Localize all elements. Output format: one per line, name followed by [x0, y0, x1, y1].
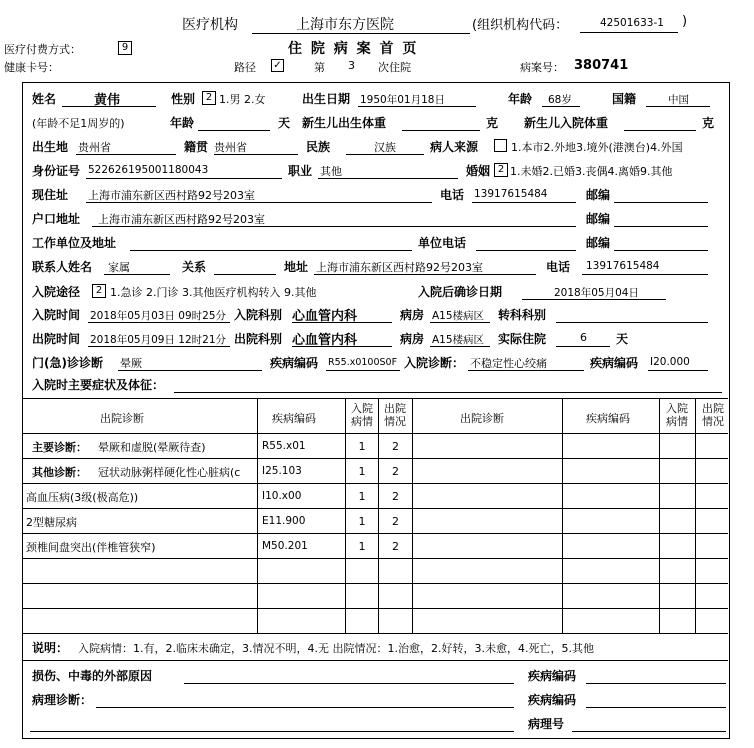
age-underline [542, 106, 580, 107]
infant-age-underline [198, 130, 270, 131]
table-line-2 [22, 483, 728, 484]
org-code-close: ) [682, 14, 688, 29]
work-phone-label: 单位电话 [418, 236, 467, 250]
case-no-label: 病案号： [520, 61, 564, 74]
disease-code-label: 疾病编码 [270, 356, 319, 370]
job-underline [318, 178, 458, 179]
route-box[interactable]: 2 [92, 284, 106, 298]
actual-days-label: 实际住院 [498, 332, 547, 346]
work-phone-underline [476, 250, 576, 251]
discharge-dept-value: 心血管内科 [292, 333, 358, 348]
ward2-value: A15楼病区 [432, 334, 485, 346]
nationality-label: 国籍 [612, 92, 637, 106]
org-label: 医疗机构 [182, 17, 238, 33]
admit-dept-label: 入院科别 [234, 308, 283, 322]
header-code-left: 疾病编码 [272, 412, 316, 425]
table-line-3 [22, 508, 728, 509]
work-label: 工作单位及地址 [32, 236, 117, 250]
admit-diag-label: 入院诊断： [404, 356, 465, 370]
admit-diag-value: 不稳定性心绞痛 [470, 357, 547, 370]
header-discharge-left: 出院情况 [384, 402, 406, 428]
injury-code-underline [586, 683, 726, 684]
newborn-birth-weight-underline [402, 130, 480, 131]
source-label: 病人来源 [430, 140, 479, 154]
zip-label: 邮编 [586, 188, 611, 202]
admit-time-value: 2018年05月03日 09时25分 [90, 310, 227, 322]
col-sep-4 [412, 398, 413, 633]
contact-phone-underline [582, 274, 708, 275]
marriage-label: 婚姻 [466, 164, 491, 178]
name-value: 黄伟 [94, 93, 121, 108]
outpatient-diag-label: 门(急)诊诊断 [32, 356, 103, 370]
payment-box[interactable]: 9 [118, 41, 132, 55]
injury-label: 损伤、中毒的外部原因 [32, 669, 153, 683]
table-line-1 [22, 458, 728, 459]
zip2-label: 邮编 [586, 212, 611, 226]
admit-diag-underline [468, 370, 584, 371]
ethnic-label: 民族 [306, 140, 331, 154]
hospital-name: 上海市东方医院 [296, 17, 394, 33]
outpatient-code: R55.x0100S0F [328, 357, 398, 368]
main-diag-discharge: 2 [392, 440, 399, 453]
header-diag-right: 出院诊断 [460, 412, 504, 425]
main-diag-label: 主要诊断： [32, 441, 87, 454]
admit-time-underline [88, 322, 230, 323]
confirm-date-underline [522, 299, 666, 300]
admit-dept-value: 心血管内科 [292, 309, 358, 324]
header-admit-right: 入院病情 [666, 402, 688, 428]
health-card-label: 健康卡号： [4, 61, 59, 74]
header-diag-left: 出院诊断 [100, 412, 144, 425]
other-diag-admit: 1 [358, 465, 366, 478]
household-underline [92, 226, 576, 227]
note-text: 入院病情：1.有，2.临床未确定，3.情况不明，4.无 出院情况：1.治愈，2.好转，3.未愈，4.死亡，5.其他 [78, 642, 594, 655]
table-line-5 [22, 558, 728, 559]
phone-label: 电话 [440, 188, 465, 202]
pathology-underline-2 [30, 731, 514, 732]
native-underline [214, 154, 298, 155]
table-bottom-line [22, 633, 728, 634]
ward2-label: 病房 [400, 332, 425, 346]
table-line-4 [22, 533, 728, 534]
route-label: 入院途径 [32, 285, 81, 299]
pathology-code-underline [586, 707, 726, 708]
admit-code-underline [648, 370, 708, 371]
ethnic-underline [346, 154, 424, 155]
address-value: 上海市浦东新区西村路92号203室 [88, 189, 255, 202]
id-value: 522626195001180043 [88, 164, 209, 176]
contact-name: 家属 [108, 261, 130, 274]
nth-value: 3 [348, 59, 355, 72]
pathology-code-label: 疾病编码 [528, 693, 577, 707]
birthplace-underline [76, 154, 176, 155]
table-line-6 [22, 583, 728, 584]
pathway-label: 路径 [234, 61, 256, 74]
org-code-value: 42501633-1 [600, 17, 664, 29]
nationality-value: 中国 [668, 94, 689, 106]
payment-label: 医疗付费方式： [4, 43, 81, 56]
diag-5-code: M50.201 [262, 540, 308, 552]
page-title: 住 院 病 案 首 页 [288, 41, 419, 57]
contact-addr-value: 上海市浦东新区西村路92号203室 [316, 261, 483, 274]
transfer-underline [556, 322, 708, 323]
col-sep-1 [257, 398, 258, 633]
admit-code: I20.000 [650, 356, 690, 368]
contact-underline [104, 274, 170, 275]
age-label: 年龄 [508, 92, 533, 106]
note-bottom-line [22, 660, 728, 661]
native-label: 籍贯 [184, 140, 209, 154]
symptoms-label: 入院时主要症状及体征： [32, 378, 165, 392]
name-underline [62, 106, 156, 107]
pathology-underline [96, 707, 514, 708]
work-underline [130, 250, 412, 251]
pathway-checkbox[interactable]: ✓ [271, 59, 284, 72]
admit-time-label: 入院时间 [32, 308, 81, 322]
col-sep-7 [695, 398, 696, 633]
source-checkbox[interactable] [494, 139, 507, 152]
household-label: 户口地址 [32, 212, 81, 226]
diag-3-admit: 1 [358, 490, 366, 503]
table-header-line [22, 433, 728, 434]
org-code-underline [580, 32, 678, 33]
contact-phone-label: 电话 [546, 260, 571, 274]
nth-suffix: 次住院 [378, 61, 411, 74]
ethnic-value: 汉族 [374, 141, 396, 154]
diag-3-discharge: 2 [392, 490, 399, 503]
id-underline [86, 178, 282, 179]
table-line-7 [22, 608, 728, 609]
contact-phone-value: 13917615484 [586, 260, 660, 272]
diag-4-text: 2型糖尿病 [26, 516, 77, 529]
id-label: 身份证号 [32, 164, 81, 178]
household-value: 上海市浦东新区西村路92号203室 [98, 213, 265, 226]
header-discharge-right: 出院情况 [702, 402, 724, 428]
birth-underline [358, 106, 476, 107]
header-code-right: 疾病编码 [586, 412, 630, 425]
birth-label: 出生日期 [302, 92, 351, 106]
gender-box[interactable]: 2 [202, 91, 216, 105]
other-diag-code: I25.103 [262, 465, 302, 477]
contact-addr-label: 地址 [284, 260, 309, 274]
address-label: 现住址 [32, 188, 69, 202]
injury-code-label: 疾病编码 [528, 669, 577, 683]
nth-label: 第 [314, 61, 325, 74]
transfer-label: 转科科别 [498, 308, 547, 322]
diag-5-admit: 1 [358, 540, 366, 553]
ward-value: A15楼病区 [432, 310, 485, 322]
confirm-date-label: 入院后确诊日期 [418, 285, 503, 299]
discharge-time-value: 2018年05月09日 12时21分 [90, 334, 227, 346]
admit-dept-underline [292, 322, 392, 323]
actual-days-underline [556, 346, 610, 347]
discharge-time-underline [88, 346, 230, 347]
phone-underline [472, 202, 576, 203]
outpatient-diag-value: 晕厥 [120, 357, 142, 370]
actual-days-value: 6 [580, 331, 587, 344]
newborn-birth-weight-label: 新生儿出生体重 [302, 116, 387, 130]
case-no-value: 380741 [574, 58, 629, 73]
symptoms-underline [174, 392, 722, 393]
main-diag-code: R55.x01 [262, 440, 306, 452]
job-label: 职业 [288, 164, 313, 178]
outpatient-diag-underline [118, 370, 262, 371]
other-diag-label: 其他诊断： [32, 466, 87, 479]
source-options: 1.本市2.外地3.境外(港澳台)4.外国 [511, 141, 683, 154]
infant-note: (年龄不足1周岁的) [32, 117, 125, 130]
native-value: 贵州省 [214, 141, 247, 154]
marriage-options: 1.未婚2.已婚3.丧偶4.离婚9.其他 [510, 165, 673, 178]
gender-options: 1.男 2.女 [219, 93, 266, 106]
ward-label: 病房 [400, 308, 425, 322]
birth-value: 1950年01月18日 [360, 94, 445, 106]
pathology-label: 病理诊断： [32, 693, 93, 707]
main-diag-text: 晕厥和虚脱(晕厥待查) [98, 441, 206, 454]
discharge-dept-underline [292, 346, 392, 347]
relation-underline [214, 274, 276, 275]
zip-underline [614, 202, 708, 203]
col-sep-6 [659, 398, 660, 633]
newborn-admit-weight-underline [624, 130, 696, 131]
diag-4-admit: 1 [358, 515, 366, 528]
hospital-underline [252, 33, 470, 34]
infant-age-label: 年龄 [170, 116, 195, 130]
diag-4-code: E11.900 [262, 515, 306, 527]
age-value: 68岁 [548, 94, 572, 106]
infant-age-unit: 天 [278, 116, 291, 130]
job-value: 其他 [320, 165, 342, 178]
col-sep-5 [562, 398, 563, 633]
name-label: 姓名 [32, 92, 57, 106]
nationality-underline [646, 106, 710, 107]
diag-3-text: 高血压病(3级(极高危)) [26, 491, 139, 504]
relation-label: 关系 [182, 260, 207, 274]
confirm-date-value: 2018年05月04日 [554, 287, 639, 299]
newborn-admit-weight-label: 新生儿入院体重 [524, 116, 609, 130]
main-diag-admit: 1 [358, 440, 366, 453]
diag-4-discharge: 2 [392, 515, 399, 528]
note-label: 说明： [32, 641, 69, 655]
outpatient-code-underline [326, 370, 400, 371]
zip3-label: 邮编 [586, 236, 611, 250]
weight-unit-2: 克 [702, 116, 715, 130]
contact-addr-underline [314, 274, 536, 275]
contact-label: 联系人姓名 [32, 260, 93, 274]
birthplace-label: 出生地 [32, 140, 69, 154]
ward-underline [430, 322, 490, 323]
injury-underline [184, 683, 514, 684]
pathology-no-label: 病理号 [528, 717, 565, 731]
discharge-time-label: 出院时间 [32, 332, 81, 346]
ward2-underline [430, 346, 490, 347]
days-unit: 天 [616, 332, 629, 346]
table-top-line [22, 398, 728, 399]
header-admit-left: 入院病情 [351, 402, 373, 428]
disease-code2-label: 疾病编码 [590, 356, 639, 370]
phone-value: 13917615484 [474, 188, 548, 200]
other-diag-discharge: 2 [392, 465, 399, 478]
org-code-label: (组织机构代码： [472, 18, 569, 33]
birthplace-value: 贵州省 [78, 141, 111, 154]
diag-3-code: I10.x00 [262, 490, 302, 502]
diag-5-text: 颈椎间盘突出(伴椎管狭窄) [26, 541, 156, 554]
diag-5-discharge: 2 [392, 540, 399, 553]
zip2-underline [614, 226, 708, 227]
discharge-dept-label: 出院科别 [234, 332, 283, 346]
marriage-box[interactable]: 2 [494, 163, 508, 177]
pathology-no-underline [572, 731, 726, 732]
gender-label: 性别 [171, 92, 196, 106]
zip3-underline [614, 250, 708, 251]
address-underline [86, 202, 432, 203]
weight-unit-1: 克 [486, 116, 499, 130]
route-options: 1.急诊 2.门诊 3.其他医疗机构转入 9.其他 [110, 286, 317, 299]
other-diag-text: 冠状动脉粥样硬化性心脏病(c [98, 466, 241, 479]
